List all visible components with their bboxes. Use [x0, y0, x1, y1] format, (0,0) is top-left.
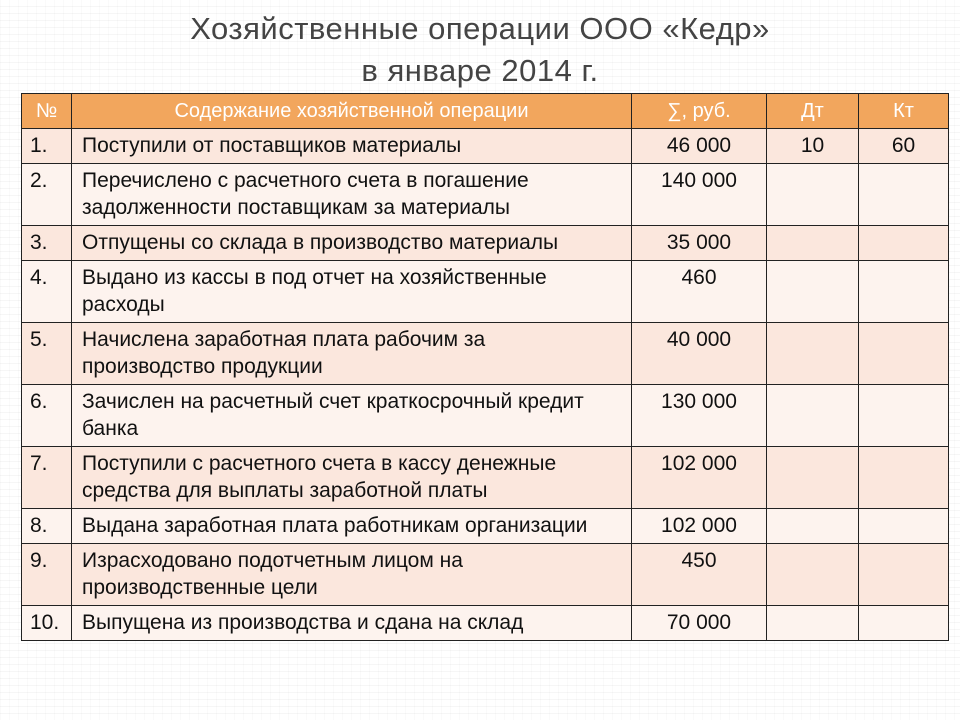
cell-dt [767, 509, 859, 544]
cell-dt [767, 164, 859, 226]
operations-table [21, 93, 949, 641]
cell-dt [767, 606, 859, 641]
cell-desc: Перечислено с расчетного счета в погашение задолженности поставщикам за материалы [72, 164, 632, 226]
cell-num: 8. [22, 509, 72, 544]
cell-kt [859, 544, 949, 606]
cell-kt [859, 226, 949, 261]
cell-sum: 40 000 [632, 323, 767, 385]
table-row [22, 606, 949, 641]
table-row [22, 323, 949, 385]
table-row [22, 129, 949, 164]
cell-num: 6. [22, 385, 72, 447]
cell-num: 9. [22, 544, 72, 606]
cell-kt: 60 [859, 129, 949, 164]
cell-num: 10. [22, 606, 72, 641]
cell-num: 2. [22, 164, 72, 226]
cell-num: 1. [22, 129, 72, 164]
page-title [0, 8, 960, 92]
cell-num: 3. [22, 226, 72, 261]
cell-desc: Начислена заработная плата рабочим за производство продукции [72, 323, 632, 385]
cell-dt: 10 [767, 129, 859, 164]
cell-desc: Выдано из кассы в под отчет на хозяйственные расходы [72, 261, 632, 323]
table-header-row [22, 94, 949, 129]
cell-kt [859, 385, 949, 447]
title-line-1: Хозяйственные операции ООО «Кедр» [190, 11, 770, 46]
table-row [22, 544, 949, 606]
cell-sum: 35 000 [632, 226, 767, 261]
title-line-2: в январе 2014 г. [361, 53, 599, 88]
header-kt: Кт [859, 94, 949, 129]
table-row [22, 509, 949, 544]
cell-num: 7. [22, 447, 72, 509]
cell-dt [767, 447, 859, 509]
cell-sum: 460 [632, 261, 767, 323]
cell-desc: Выпущена из производства и сдана на склад [72, 606, 632, 641]
cell-kt [859, 509, 949, 544]
cell-desc: Поступили с расчетного счета в кассу денежные средства для выплаты заработной платы [72, 447, 632, 509]
cell-desc: Израсходовано подотчетным лицом на производственные цели [72, 544, 632, 606]
header-desc: Содержание хозяйственной операции [72, 94, 632, 129]
cell-sum: 46 000 [632, 129, 767, 164]
cell-sum: 102 000 [632, 447, 767, 509]
cell-sum: 130 000 [632, 385, 767, 447]
cell-desc: Отпущены со склада в производство материалы [72, 226, 632, 261]
cell-num: 4. [22, 261, 72, 323]
table-row [22, 447, 949, 509]
cell-sum: 140 000 [632, 164, 767, 226]
table-row [22, 385, 949, 447]
cell-sum: 102 000 [632, 509, 767, 544]
cell-dt [767, 323, 859, 385]
cell-dt [767, 385, 859, 447]
cell-dt [767, 261, 859, 323]
header-dt: Дт [767, 94, 859, 129]
table-row [22, 261, 949, 323]
header-num: № [22, 94, 72, 129]
cell-kt [859, 164, 949, 226]
cell-desc: Зачислен на расчетный счет краткосрочный кредит банка [72, 385, 632, 447]
cell-kt [859, 447, 949, 509]
table-row [22, 164, 949, 226]
cell-desc: Поступили от поставщиков материалы [72, 129, 632, 164]
cell-dt [767, 226, 859, 261]
header-sum: ∑, руб. [632, 94, 767, 129]
table-row [22, 226, 949, 261]
cell-desc: Выдана заработная плата работникам организации [72, 509, 632, 544]
cell-dt [767, 544, 859, 606]
cell-kt [859, 606, 949, 641]
cell-num: 5. [22, 323, 72, 385]
cell-sum: 450 [632, 544, 767, 606]
cell-kt [859, 261, 949, 323]
cell-sum: 70 000 [632, 606, 767, 641]
cell-kt [859, 323, 949, 385]
